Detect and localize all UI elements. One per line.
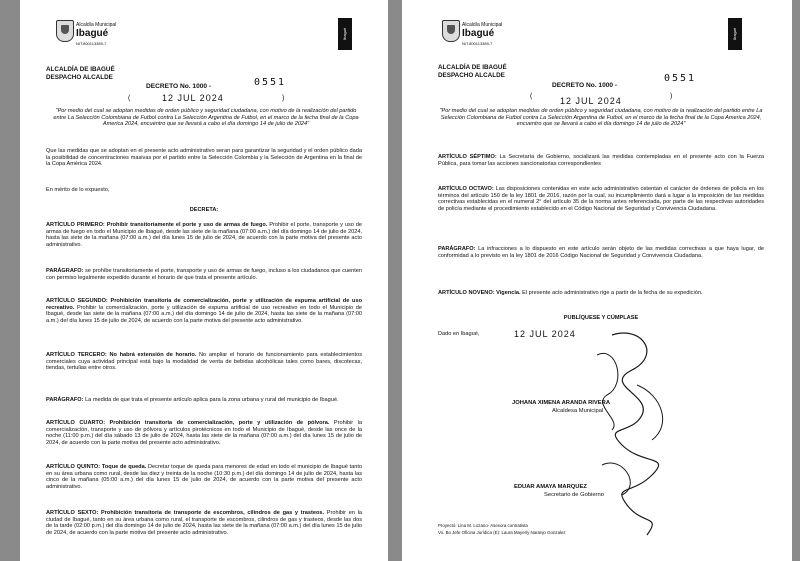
paragraph-2: PARÁGRAFO: La medida de que trata el presente artículo aplica para la zona urbana y rural del municipio de Ibagué. (46, 397, 339, 403)
decree-title: "Por medio del cual se adoptan medidas de orden público y seguridad ciudadana, con motivo de la realización del partido entre La Selección Colombiana de Futbol contra La Selección Argentina de Futbol, en el marco de la fecha final de la Copa America 2024, encuentro que se llevará a cabo el día domingo 14 de julio de 2024" (439, 108, 763, 128)
nit-number: NIT.800113389-7 (462, 41, 493, 46)
decree-title: "Por medio del cual se adoptan medidas de orden público y seguridad ciudadana, con motivo de la realización del partido entre La Selección Colombiana de Futbol contra La Selección Argentina de Futbol, en el marco de la fecha final de la Copa America 2024, encuentro que se llevará a cabo el día domingo 14 de julio de 2024" (53, 108, 359, 128)
legal-approval-note: Vo. Bo Jefe Oficina Jurídica (E): Laura Mayerly Naranjo Gonzalez (438, 530, 566, 535)
signer-2-role: Secretario de Gobierno (544, 492, 604, 498)
coat-of-arms-icon (56, 20, 74, 42)
municipality-label: Alcaldía Municipal (462, 22, 503, 28)
decree-label: DECRETO No. 1000 - (552, 82, 618, 89)
article-5: ARTÍCULO QUINTO: Toque de queda. Decretar toque de queda para menores de edad en todo el municipio de Ibagué tanto en su área urbana como rural, desde las diez y treinta de la noche (10:30 p.m.) del día domingo 14 de julio de 2024, hasta las cinco de la mañana (05:00 a.m.) del día lunes 15 de julio de 2024, de acuerdo con la parte motiva del presente acto administrativo. (46, 464, 362, 490)
brand-badge: Ibagué (338, 18, 352, 50)
publish-heading: PUBLÍQUESE Y CÚMPLASE (563, 315, 639, 321)
article-9: ARTÍCULO NOVENO: Vigencia. El presente acto administrativo rige a partir de la fecha de su expedición. (438, 290, 703, 296)
given-in: Dado en Ibagué, (438, 331, 480, 337)
office-heading: ALCALDÍA DE IBAGUÉ DESPACHO ALCALDE (46, 66, 115, 81)
paren-close: ) (670, 93, 673, 100)
brand-badge: Ibagué (728, 18, 742, 50)
signer-1-role: Alcaldesa Municipal (552, 408, 604, 414)
article-7: ARTÍCULO SÉPTIMO: La Secretaría de Gobierno, socializará las medidas contempladas en el presente acto con la Fuerza Pública, para tomar las acciones sancionatorias correspondientes (438, 154, 764, 167)
nit-number: NIT.800113389-7 (76, 41, 107, 46)
signer-2-name: EDUAR AMAYA MARQUEZ (514, 484, 587, 490)
given-date-stamp: 12 JUL 2024 (514, 329, 576, 339)
paragraph-1: PARÁGRAFO: se prohíbe transitoriamente el porte, transporte y uso de armas de fuego, incluso a los ciudadanos que cuenten con permiso legalmente expedido durante el horario de que trata el presente artículo. (46, 268, 362, 281)
paragraph-art8: PARÁGRAFO: La infracciones a lo dispuesto en este artículo serán objeto de las medidas correctivas a que haya lugar, de conformidad a lo previsto en la ley 1801 de 2016 Código Nacional de Seguridad y Convivencia Ciudadana. (438, 246, 764, 259)
decree-number: 0551 (664, 73, 697, 84)
decree-number: 0551 (254, 77, 287, 88)
decree-date-stamp: 12 JUL 2024 (560, 96, 622, 106)
decree-page-1 (20, 0, 388, 561)
merit-line: En mérito de lo expuesto, (46, 187, 110, 193)
signer-1-name: JOHANA XIMENA ARANDA RIVERA (512, 400, 611, 406)
city-name: Ibagué (462, 28, 495, 39)
intro-paragraph: Que las medidas que se adoptan en el presente acto administrativo seran para garantizar la seguridad y el orden público dada la posibilidad de concentraciones masivas por el partido entre la Selección Colombia y la Selección de Argentina en la final de la Copa América 2024. (46, 148, 362, 168)
article-2: ARTÍCULO SEGUNDO: Prohibición transitoria de comercialización, porte y utilización de espuma artificial de uso recreativo. Prohibir la comercialización, porte y utilización de espuma artificial de uso recreativo en todo el Municipio de Ibagué, desde las siete de la mañana (07:00 a.m.) del día domingo 14 de julio de 2024, hasta las siete de la mañana (07:00 a.m.) del día lunes 15 de julio de 2024, de acuerdo con la parte motiva del presente acto administrativo. (46, 298, 362, 324)
paren-open: ( (128, 95, 131, 102)
decreta-heading: DECRETA: (189, 207, 219, 213)
article-1: ARTÍCULO PRIMERO: Prohibir transitoriamente el porte y uso de armas de fuego. Prohibir el porte, transporte y uso de armas de fuego en todo el Municipio de Ibagué, desde las siete de la mañana (07:00 a.m.) del día domingo 14 de julio de 2024, hasta las siete de la mañana (07:00 a.m.) del día lunes 15 de julio de 2024, de acuerdo con la parte motiva del presente acto administrativo. (46, 222, 363, 248)
office-heading: ALCALDÍA DE IBAGUÉ DESPACHO ALCALDE (438, 64, 507, 79)
decree-date-stamp: 12 JUL 2024 (162, 93, 224, 103)
decree-label: DECRETO No. 1000 - (146, 83, 212, 90)
coat-of-arms-icon (442, 20, 460, 42)
drafted-by-note: Proyectó: Lina M. Lozano- Asesora contratista (438, 523, 528, 528)
article-3: ARTÍCULO TERCERO: No habrá extensión de horario. No ampliar el horario de funcionamiento para establecimientos comerciales cuya actividad principal está bajo la modalidad de venta de bebidas alcohólicas tales como bares, discotecas, tiendas, tertulias entre otros. (46, 352, 362, 372)
article-6: ARTÍCULO SEXTO: Prohibición transitoria de transporte de escombros, cilindros de gas y trasteos. Prohibir en la ciudad de Ibagué, tanto en su área urbana como rural, el transporte de escombros, cilindros de gas y trasteos, desde las dos de la tarde (02:00 p.m.) del día domingo 14 de julio de 2024, hasta las siete de la mañana (07:00 a.m.) del día lunes 15 de julio de 2024, de acuerdo con la parte motiva del presente acto administrativo. (46, 510, 362, 536)
signature-scribble (582, 325, 692, 545)
paren-close: ) (282, 95, 285, 102)
city-name: Ibagué (76, 28, 109, 39)
paren-open: ( (530, 93, 533, 100)
decree-page-2 (402, 0, 792, 561)
article-8: ARTÍCULO OCTAVO: Las disposiciones contenidas en este acto administrativo ostentan el carácter de órdenes de policía en los términos del artículo 150 de la ley 1801 de 2016, razón por la cual, su incumplimiento dará a lugar a la imposición de las medidas correctivas establecidas en el numeral 2° del artículo 35 de la norma antes referenciada, por parte de las respectivas autoridades de policía mediante el procedimiento establecido en el Código Nacional de Seguridad y Convivencia Ciudadana. (438, 186, 764, 212)
article-4: ARTÍCULO CUARTO: Prohibición transitoria de comercialización, porte y utilización de pólvora. Prohibir la comercialización, transporte y uso de pólvora y artículos pirotécnicos en todo el Municipio de Ibagué, desde las once de la noche (11:00 p.m.) del día sábado 13 de julio de 2024, hasta las siete de la mañana (07:00 a.m.) del día lunes 15 de julio de 2024, de acuerdo con la parte motiva del presente acto administrativo. (46, 420, 362, 446)
municipality-label: Alcaldía Municipal (76, 22, 117, 28)
page-header (20, 0, 388, 55)
page-header (402, 0, 792, 55)
